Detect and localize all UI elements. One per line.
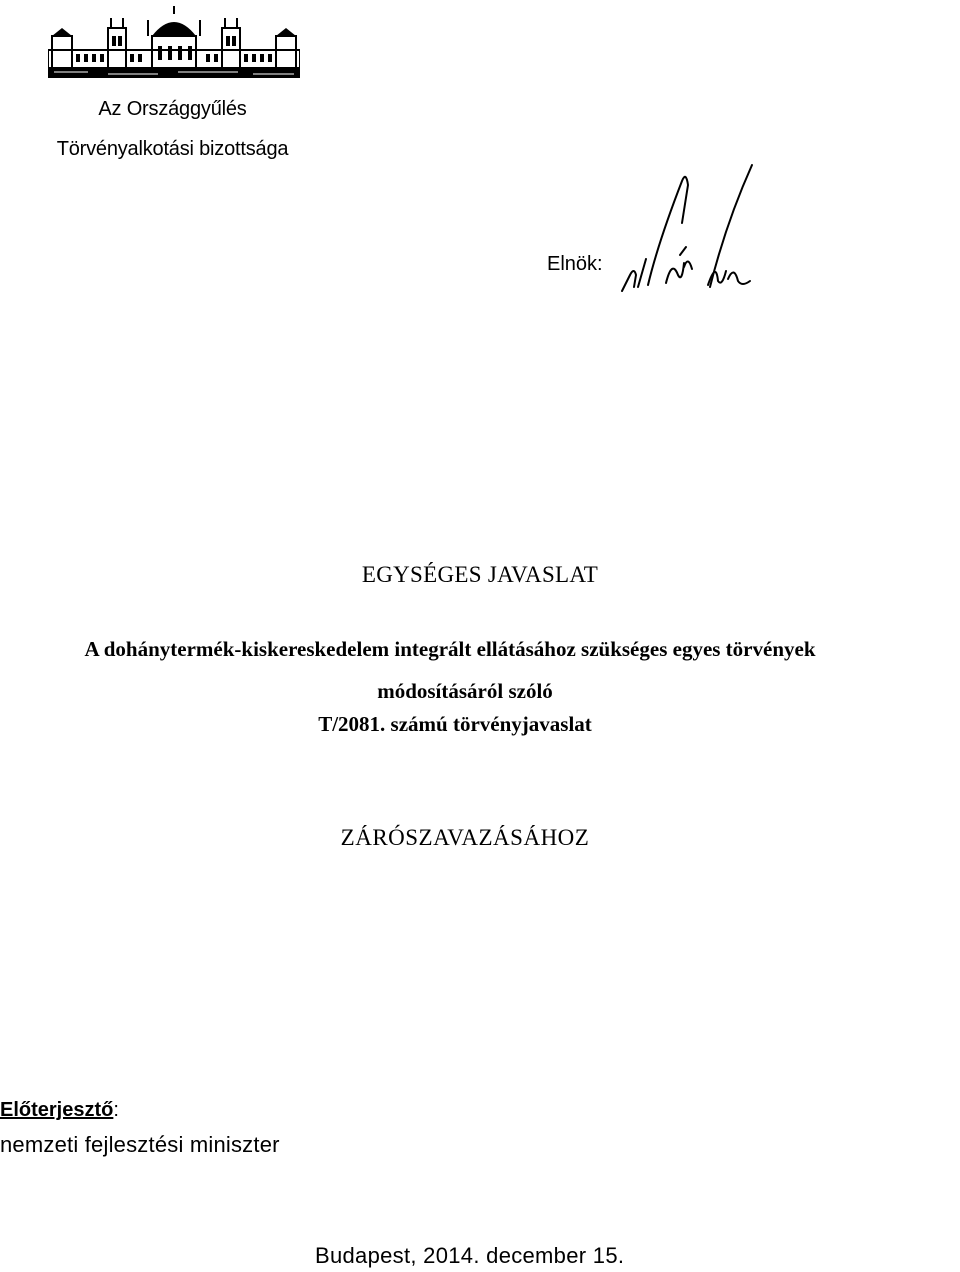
presenter-label-text: Előterjesztő [0,1099,114,1121]
bill-title-line: A dohánytermék-kiskereskedelem integrált ellátásához szükséges egyes törvények [84,637,816,661]
procedure-stage-heading: ZÁRÓSZAVAZÁSÁHOZ [340,825,590,850]
institution-name: Az Országgyűlés [98,98,247,120]
document-type-heading: EGYSÉGES JAVASLAT [361,562,599,587]
bill-title-line: módosításáról szóló [377,679,553,703]
chair-signature [600,163,780,298]
bill-number-line: T/2081. számú törvényjavaslat [318,712,592,736]
parliament-logo-icon [48,6,300,80]
chair-label: Elnök: [547,253,603,275]
presenter-label-colon: : [113,1099,119,1121]
place-and-date: Budapest, 2014. december 15. [315,1243,625,1268]
presenter-label [0,1097,119,1123]
presenter-name: nemzeti fejlesztési miniszter [0,1132,280,1157]
committee-name: Törvényalkotási bizottsága [56,138,289,160]
